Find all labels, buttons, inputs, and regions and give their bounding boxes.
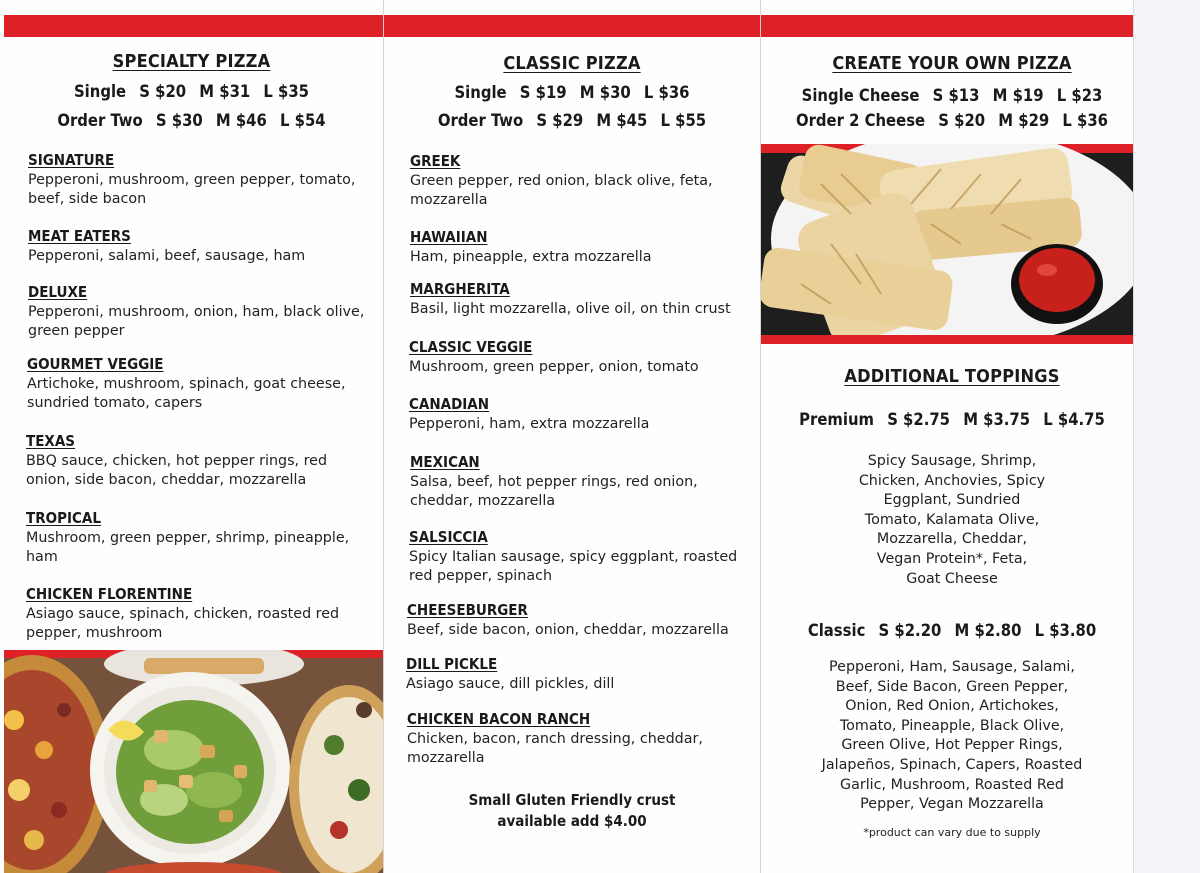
specialty-single-prices: [0, 82, 383, 101]
page-edge-strip: [1133, 0, 1200, 873]
item-name: TROPICAL: [26, 509, 101, 527]
menu-item: [410, 228, 756, 267]
item-description: Mushroom, green pepper, onion, tomato: [409, 359, 699, 375]
price-label: Order Two: [437, 111, 524, 130]
topping-line: Chicken, Anchovies, Spicy: [858, 472, 1046, 489]
price-medium: M $3.75: [963, 410, 1031, 429]
price-large: L $35: [263, 82, 310, 101]
item-description: Mushroom, green pepper, shrimp, pineapple, ham: [26, 530, 350, 565]
price-medium: M $30: [579, 83, 631, 102]
top-red-band: [761, 15, 1133, 37]
classic-toppings-list: [771, 658, 1133, 815]
item-description: Chicken, bacon, ranch dressing, cheddar, mozzarella: [407, 731, 703, 766]
gluten-line-2: available add $4.00: [497, 812, 647, 830]
menu-item: [27, 355, 373, 413]
item-name: CLASSIC VEGGIE: [409, 338, 533, 356]
topping-line: Garlic, Mushroom, Roasted Red: [839, 776, 1065, 793]
item-name: SALSICCIA: [409, 528, 488, 546]
create-your-own-panel: [761, 0, 1133, 873]
create-order-two-prices: [771, 111, 1133, 130]
price-label: Order 2 Cheese: [795, 111, 926, 130]
toppings-title: ADDITIONAL TOPPINGS: [844, 366, 1060, 387]
topping-line: Pepper, Vegan Mozzarella: [860, 796, 1044, 813]
classic-pizza-panel: [384, 0, 760, 873]
price-small: S $13: [932, 86, 980, 105]
item-name: DELUXE: [28, 283, 88, 301]
menu-item: [409, 395, 755, 434]
price-large: L $36: [1062, 111, 1109, 130]
price-small: S $19: [519, 83, 567, 102]
menu-item: [409, 338, 755, 377]
breadsticks-photo-image: [761, 144, 1133, 344]
price-label: Single: [454, 83, 507, 102]
supply-note: *product can vary due to supply: [863, 826, 1041, 839]
price-large: L $23: [1056, 86, 1103, 105]
item-description: Ham, pineapple, extra mozzarella: [410, 249, 652, 265]
price-small: S $29: [536, 111, 584, 130]
item-description: Salsa, beef, hot pepper rings, red onion, cheddar, mozzarella: [410, 474, 698, 509]
price-large: L $3.80: [1034, 621, 1097, 640]
item-name: CHICKEN BACON RANCH: [407, 710, 591, 728]
item-name: SIGNATURE: [28, 151, 115, 169]
classic-single-prices: [384, 83, 760, 102]
item-name: MEAT EATERS: [28, 227, 131, 245]
item-name: MEXICAN: [410, 453, 480, 471]
specialty-order-two-prices: [0, 111, 383, 130]
item-description: Beef, side bacon, onion, cheddar, mozzarella: [407, 622, 729, 638]
topping-line: Beef, Side Bacon, Green Pepper,: [835, 678, 1069, 695]
top-red-band: [384, 15, 760, 37]
breadsticks-photo: [761, 144, 1133, 344]
item-name: CANADIAN: [409, 395, 490, 413]
premium-toppings-list: [771, 452, 1133, 589]
price-large: L $4.75: [1043, 410, 1105, 429]
item-name: HAWAIIAN: [410, 228, 488, 246]
menu-item: [26, 509, 372, 567]
price-medium: M $45: [596, 111, 648, 130]
price-label: Single: [73, 82, 127, 101]
gluten-friendly-note: [384, 790, 760, 832]
gluten-line-1: Small Gluten Friendly crust: [468, 791, 676, 809]
create-title: CREATE YOUR OWN PIZZA: [832, 53, 1072, 74]
price-label: Single Cheese: [801, 86, 920, 105]
item-description: Artichoke, mushroom, spinach, goat cheese, sundried tomato, capers: [27, 376, 346, 411]
item-name: MARGHERITA: [410, 280, 510, 298]
create-single-prices: [771, 86, 1133, 105]
price-medium: M $31: [199, 82, 251, 101]
item-description: Asiago sauce, spinach, chicken, roasted red pepper, mushroom: [26, 606, 340, 641]
item-name: TEXAS: [26, 432, 75, 450]
menu-item: [28, 151, 374, 209]
menu-item: [407, 601, 753, 640]
item-description: Pepperoni, mushroom, green pepper, tomato, beef, side bacon: [28, 172, 356, 207]
price-large: L $36: [643, 83, 690, 102]
topping-line: Pepperoni, Ham, Sausage, Salami,: [829, 659, 1075, 675]
menu-item: [26, 585, 372, 643]
item-description: BBQ sauce, chicken, hot pepper rings, red onion, side bacon, cheddar, mozzarella: [26, 453, 328, 488]
price-medium: M $2.80: [954, 621, 1022, 640]
item-name: CHEESEBURGER: [407, 601, 528, 619]
item-description: Green pepper, red onion, black olive, feta, mozzarella: [410, 173, 713, 208]
item-name: CHICKEN FLORENTINE: [26, 585, 193, 603]
price-label: Order Two: [57, 111, 143, 130]
price-medium: M $29: [998, 111, 1050, 130]
menu-item: [26, 432, 372, 490]
price-small: S $20: [139, 82, 187, 101]
price-medium: M $19: [992, 86, 1044, 105]
topping-line: Goat Cheese: [906, 570, 998, 587]
topping-line: Eggplant, Sundried: [883, 492, 1021, 509]
specialty-pizza-panel: [0, 0, 383, 873]
price-small: S $30: [155, 111, 203, 130]
item-description: Pepperoni, salami, beef, sausage, ham: [28, 248, 306, 264]
item-description: Pepperoni, ham, extra mozzarella: [409, 416, 650, 432]
item-name: DILL PICKLE: [406, 655, 498, 673]
salad-pizza-photo: [4, 650, 383, 873]
topping-line: Spicy Sausage, Shrimp,: [867, 453, 1037, 469]
menu-item: [407, 710, 753, 768]
topping-line: Tomato, Kalamata Olive,: [864, 511, 1040, 528]
menu-item: [410, 453, 756, 511]
topping-line: Vegan Protein*, Feta,: [876, 550, 1028, 567]
topping-line: Tomato, Pineapple, Black Olive,: [839, 717, 1065, 734]
price-large: L $54: [280, 111, 326, 130]
classic-order-two-prices: [384, 111, 760, 130]
price-small: S $20: [938, 111, 986, 130]
price-small: S $2.20: [878, 621, 942, 640]
price-small: S $2.75: [887, 410, 951, 429]
classic-toppings-prices: [771, 621, 1133, 640]
menu-item: [28, 227, 374, 266]
item-description: Spicy Italian sausage, spicy eggplant, roasted red pepper, spinach: [409, 549, 738, 584]
price-label: Classic: [807, 621, 866, 640]
specialty-title: SPECIALTY PIZZA: [112, 51, 271, 72]
salad-pizza-photo-image: [4, 650, 383, 873]
item-name: GREEK: [410, 152, 461, 170]
topping-line: Green Olive, Hot Pepper Rings,: [841, 737, 1063, 754]
menu-item: [409, 528, 755, 586]
menu-item: [410, 280, 756, 319]
price-large: L $55: [660, 111, 707, 130]
price-label: Premium: [799, 410, 875, 429]
premium-toppings-prices: [771, 410, 1133, 429]
menu-item: [28, 283, 374, 341]
topping-line: Mozzarella, Cheddar,: [876, 531, 1028, 548]
item-description: Asiago sauce, dill pickles, dill: [406, 676, 615, 692]
item-description: Basil, light mozzarella, olive oil, on thin crust: [410, 301, 731, 317]
top-red-band: [4, 15, 383, 37]
price-medium: M $46: [215, 111, 267, 130]
item-name: GOURMET VEGGIE: [27, 355, 164, 373]
menu-item: [406, 655, 752, 694]
item-description: Pepperoni, mushroom, onion, ham, black olive, green pepper: [28, 304, 365, 339]
topping-line: Onion, Red Onion, Artichokes,: [845, 698, 1059, 715]
topping-line: Jalapeños, Spinach, Capers, Roasted: [821, 756, 1083, 773]
menu-item: [410, 152, 756, 210]
classic-title: CLASSIC PIZZA: [503, 53, 641, 74]
